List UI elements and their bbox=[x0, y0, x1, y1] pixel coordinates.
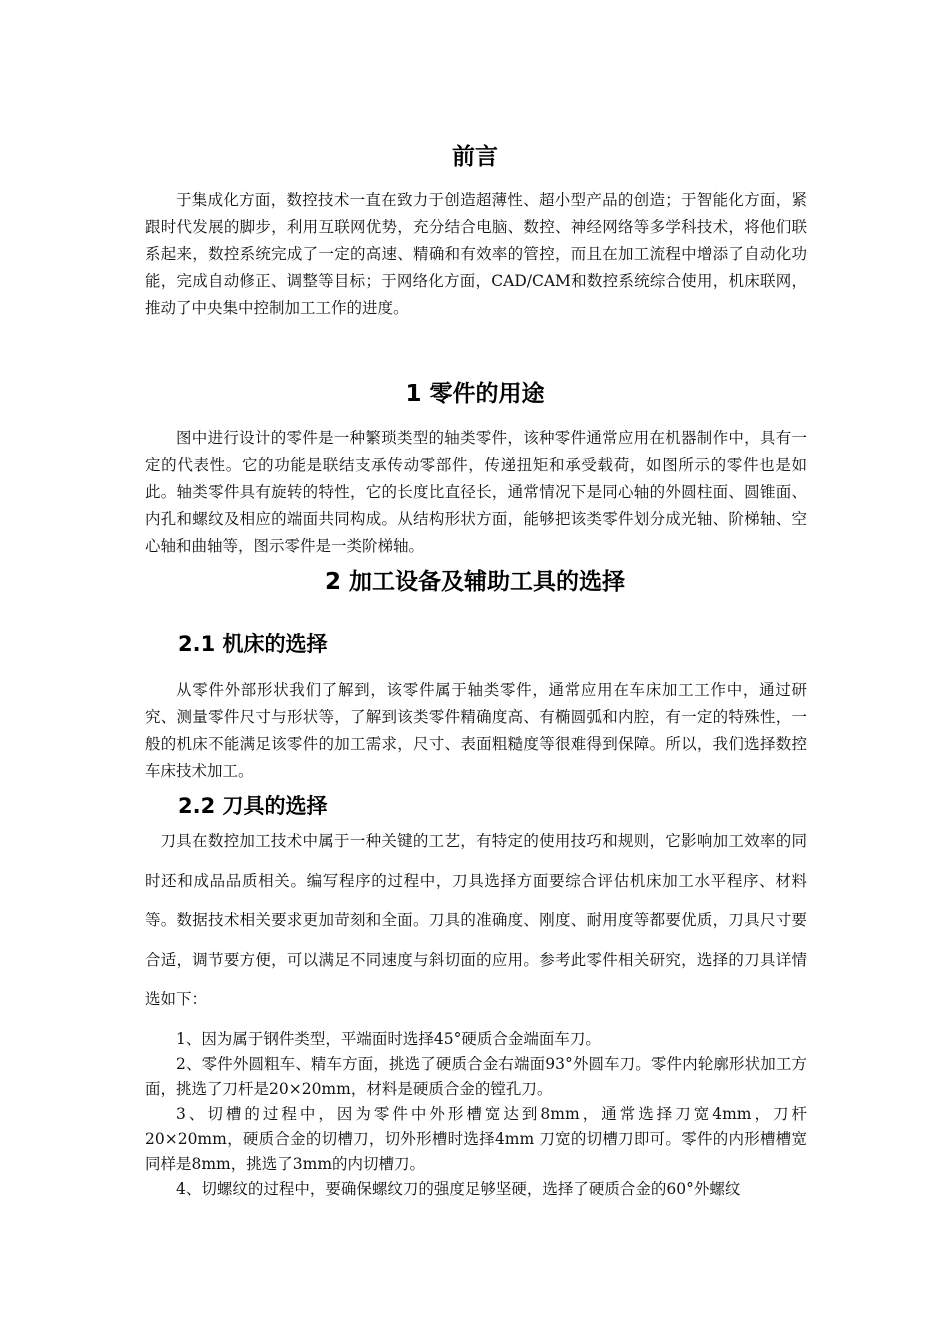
section-2-1-paragraph: 从零件外部形状我们了解到，该零件属于轴类零件，通常应用在车床加工工作中，通过研究、测量零件尺寸与形状等，了解到该类零件精确度高、有椭圆弧和内腔，有一定的特殊性，一般的机床不能满足该零件的加工需求，尺寸、表面粗糙度等很难得到保障。所以，我们选择数控车床技术加工。 bbox=[145, 681, 807, 780]
tool-list-item: 2、零件外圆粗车、精车方面，挑选了硬质合金右端面93°外圆车刀。零件内轮廓形状加工方面，挑选了刀杆是20×20mm，材料是硬质合金的镗孔刀。 bbox=[145, 1055, 807, 1098]
section-2-1-title: 2.1 机床的选择 bbox=[178, 632, 328, 656]
tool-list-item: 4、切螺纹的过程中，要确保螺纹刀的强度足够坚硬，选择了硬质合金的60°外螺纹 bbox=[176, 1180, 741, 1198]
tool-list-item: 1、因为属于钢件类型，平端面时选择45°硬质合金端面车刀。 bbox=[176, 1030, 601, 1048]
section-2-2-title: 2.2 刀具的选择 bbox=[178, 794, 328, 818]
preface-paragraph: 于集成化方面，数控技术一直在致力于创造超薄性、超小型产品的创造；于智能化方面，紧跟时代发展的脚步，利用互联网优势，充分结合电脑、数控、神经网络等多学科技术，将他们联系起来，数控系统完成了一定的高速、精确和有效率的管控，而且在加工流程中增添了自动化功能，完成自动修正、调整等目标；于网络化方面，CAD/CAM和数控系统综合使用，机床联网，推动了中央集中控制加工工作的进度。 bbox=[145, 191, 807, 317]
preface-title: 前言 bbox=[452, 144, 498, 170]
tool-list-item: 3、切槽的过程中，因为零件中外形槽宽达到8mm，通常选择刀宽4mm，刀杆20×20mm，硬质合金的切槽刀，切外形槽时选择4mm 刀宽的切槽刀即可。零件的内形槽槽宽同样是8mm，挑选了3mm的内切槽刀。 bbox=[145, 1105, 807, 1173]
section-2-title: 2 加工设备及辅助工具的选择 bbox=[324, 569, 625, 595]
section-1-paragraph: 图中进行设计的零件是一种繁琐类型的轴类零件，该种零件通常应用在机器制作中，具有一定的代表性。它的功能是联结支承传动零部件，传递扭矩和承受载荷，如图所示的零件也是如此。轴类零件具有旋转的特性，它的长度比直径长，通常情况下是同心轴的外圆柱面、圆锥面、内孔和螺纹及相应的端面共同构成。从结构形状方面，能够把该类零件划分成光轴、阶梯轴、空心轴和曲轴等，图示零件是一类阶梯轴。 bbox=[145, 429, 807, 555]
section-2-2-paragraph: 刀具在数控加工技术中属于一种关键的工艺，有特定的使用技巧和规则，它影响加工效率的同时还和成品品质相关。编写程序的过程中，刀具选择方面要综合评估机床加工水平程序、材料等。数据技术相关要求更加苛刻和全面。刀具的准确度、刚度、耐用度等都要优质，刀具尺寸要合适，调节要方便，可以满足不同速度与斜切面的应用。参考此零件相关研究，选择的刀具详情选如下： bbox=[145, 832, 807, 1008]
section-1-title: 1 零件的用途 bbox=[405, 381, 545, 407]
